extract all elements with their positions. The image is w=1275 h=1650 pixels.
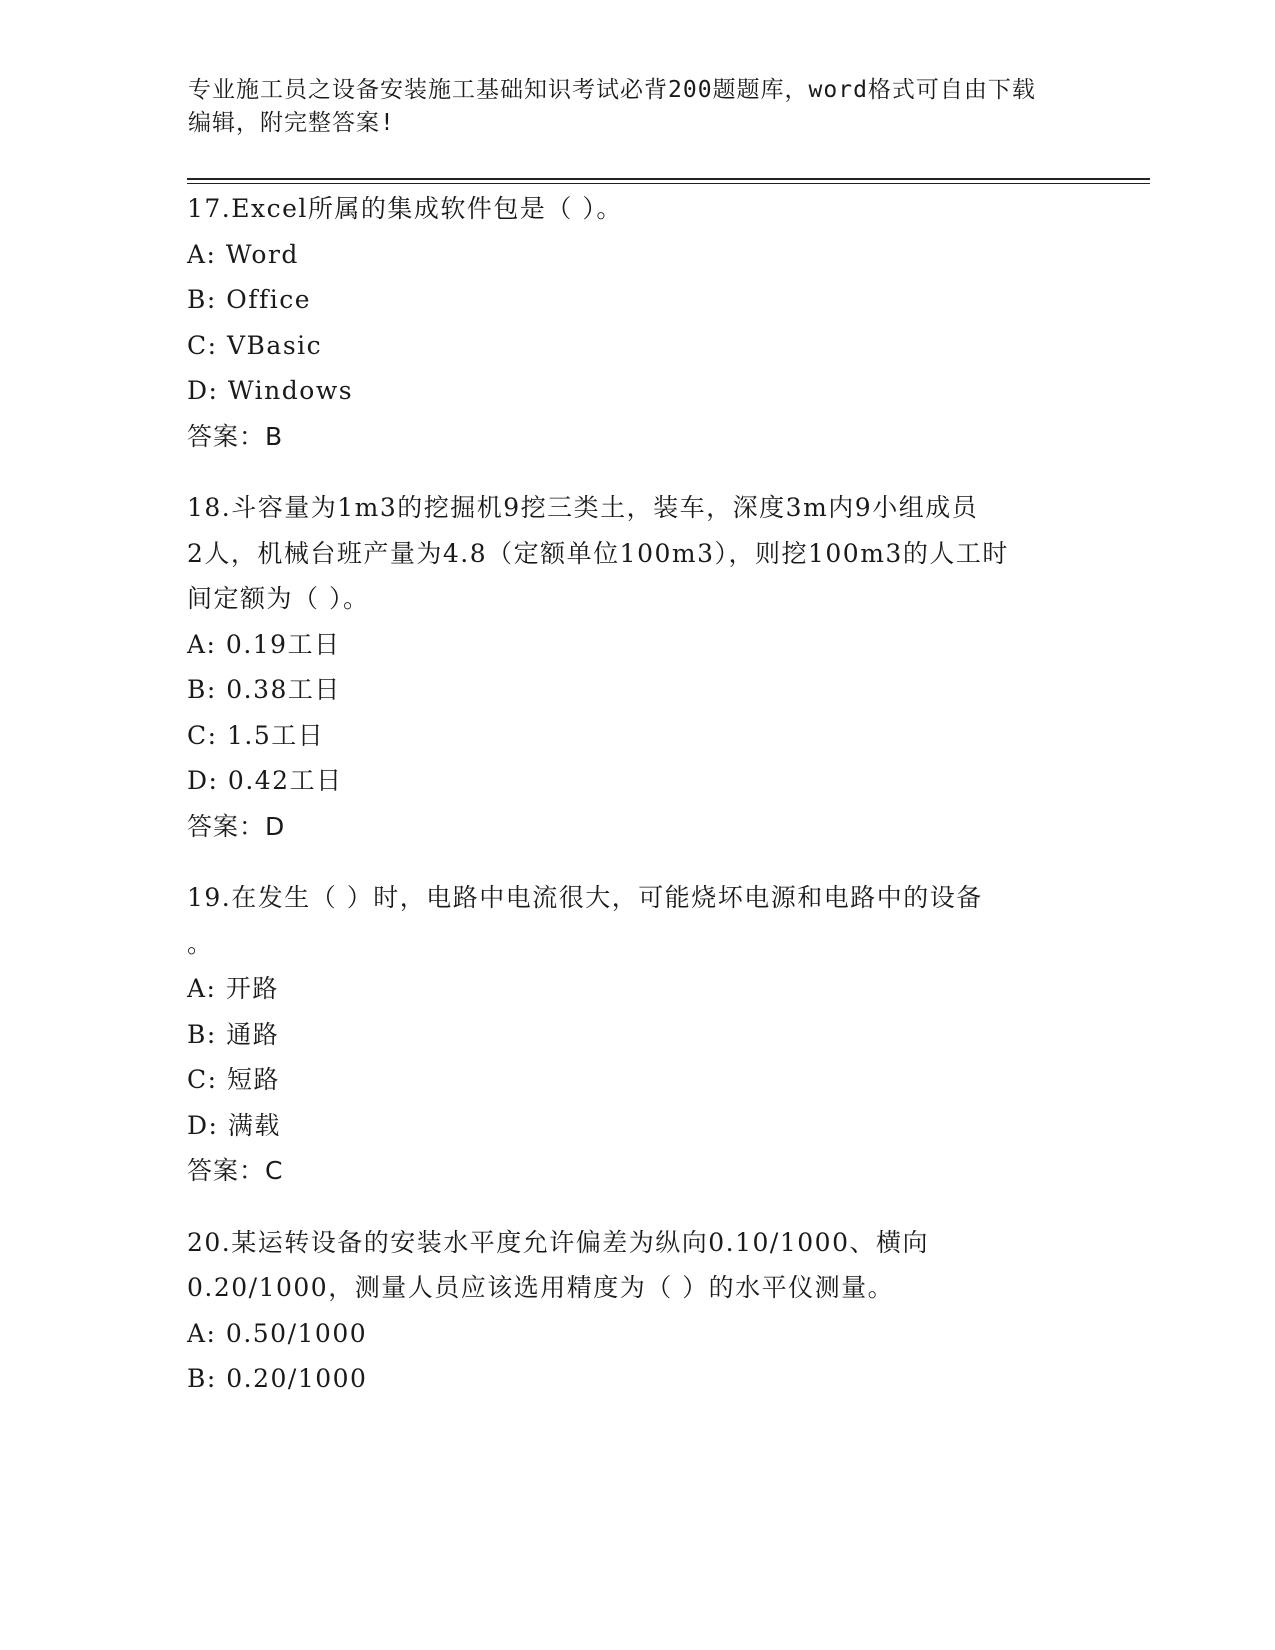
answer-label: 答案：C (187, 1156, 284, 1185)
option-c: C: VBasic (187, 330, 323, 360)
header-divider-thin (187, 183, 1150, 184)
header-title-line-1: 专业施工员之设备安装施工基础知识考试必背200题题库，word格式可自由下载 (188, 77, 1036, 103)
answer-label: 答案：D (187, 811, 286, 841)
question-18 (187, 485, 1087, 849)
option-d: D: 0.42工日 (187, 766, 343, 795)
document-header (188, 74, 1088, 140)
option-b: B: 0.20/1000 (187, 1364, 368, 1393)
header-title-line-2: 编辑，附完整答案! (188, 110, 395, 136)
option-c: C: 短路 (187, 1065, 280, 1094)
option-a: A: 开路 (187, 974, 279, 1003)
question-stem: 17.Excel所属的集成软件包是（ ）。 (187, 194, 623, 223)
question-stem: 0.20/1000，测量人员应该选用精度为（ ）的水平仪测量。 (187, 1273, 895, 1302)
question-stem: 20.某运转设备的安装水平度允许偏差为纵向0.10/1000、横向 (187, 1227, 929, 1257)
option-b: B: Office (187, 285, 312, 314)
question-stem: 19.在发生（ ）时，电路中电流很大，可能烧坏电源和电路中的设备 (187, 883, 983, 912)
option-d: D: Windows (187, 376, 354, 405)
option-c: C: 1.5工日 (187, 720, 325, 750)
option-a: A: 0.50/1000 (187, 1318, 368, 1348)
question-20 (187, 1220, 1087, 1402)
question-stem: 2人，机械台班产量为4.8（定额单位100m3），则挖100m3的人工时 (187, 538, 1009, 568)
option-b: B: 0.38工日 (187, 675, 341, 704)
question-list (187, 186, 1087, 1428)
option-b: B: 通路 (187, 1019, 280, 1049)
question-stem: 间定额为（ ）。 (187, 584, 370, 613)
option-d: D: 满载 (187, 1110, 281, 1140)
option-a: A: 0.19工日 (187, 629, 341, 659)
header-divider-thick (187, 178, 1150, 180)
question-stem: 18.斗容量为1m3的挖掘机9挖三类土，装车，深度3m内9小组成员 (187, 493, 979, 522)
option-a: A: Word (187, 239, 299, 269)
question-19 (187, 875, 1087, 1194)
answer-label: 答案：B (187, 421, 284, 451)
question-stem: 。 (187, 928, 214, 958)
question-17 (187, 186, 1087, 459)
